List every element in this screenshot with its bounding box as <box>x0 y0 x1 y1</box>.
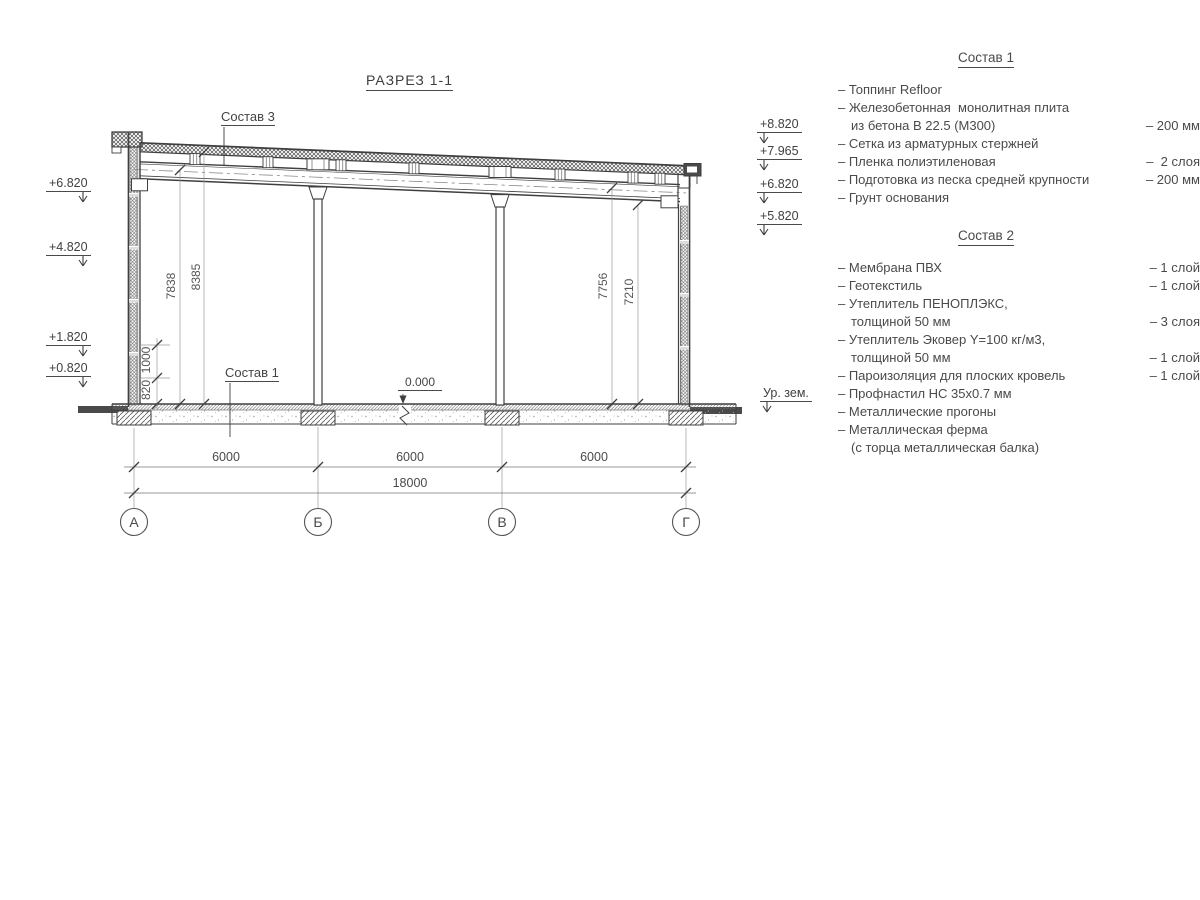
comp-item: – Подготовка из песка средней крупности – 200 мм <box>838 172 1200 187</box>
axis-label-v: В <box>497 514 507 530</box>
dim-7210: 7210 <box>622 278 636 306</box>
dim-820: 820 <box>139 379 153 401</box>
dim-span-3: 6000 <box>580 450 608 464</box>
comp-item: – Сетка из арматурных стержней <box>838 136 1039 151</box>
comp-item: – Металлическая ферма <box>838 422 988 437</box>
zero-level-arrow <box>400 396 407 405</box>
dim-7838: 7838 <box>164 272 178 300</box>
composition-2 <box>838 228 1200 457</box>
comp-item: – Профнастил НС 35х0.7 мм <box>838 386 1012 401</box>
level-arrow-icon <box>77 255 89 268</box>
comp-item: (с торца металлическая балка) <box>851 440 1040 455</box>
comp-item: – Железобетонная монолитная плита <box>838 100 1070 115</box>
left-wall <box>112 132 142 407</box>
elevation-mark-right-3: +5.820 <box>757 209 802 225</box>
dim-1000: 1000 <box>139 346 153 374</box>
dim-total: 18000 <box>392 476 428 490</box>
composition-2-title: Состав 2 <box>838 228 1200 246</box>
axis-label-b: Б <box>313 514 323 530</box>
comp-item: – Пароизоляция для плоских кровель – 1 слой <box>838 368 1200 383</box>
zero-level-label: 0.000 <box>398 375 442 391</box>
right-wall <box>678 176 691 407</box>
axis-bubbles <box>121 509 700 536</box>
level-arrow-icon <box>758 224 770 237</box>
level-arrow-icon <box>77 376 89 389</box>
comp-item: – Пленка полиэтиленовая – 2 слоя <box>838 154 1200 169</box>
dim-8385: 8385 <box>189 263 203 291</box>
comp-item: – Металлические прогоны <box>838 404 997 419</box>
elevation-mark-left-2: +1.820 <box>46 330 91 346</box>
ground-level-mark: Ур. зем. <box>760 386 812 402</box>
column-v <box>491 195 509 405</box>
level-arrow-icon <box>77 191 89 204</box>
dim-7756: 7756 <box>596 272 610 300</box>
comp-item: из бетона В 22.5 (М300) – 200 мм <box>851 118 1200 133</box>
vertical-dim-lines <box>140 152 638 409</box>
elevation-mark-right-2: +6.820 <box>757 177 802 193</box>
comp-item: – Топпинг Refloor <box>838 82 942 97</box>
dimension-rows <box>124 427 696 508</box>
elevation-mark-left-1: +4.820 <box>46 240 91 256</box>
comp-item: – Утеплитель Эковер Y=100 кг/м3, <box>838 332 1046 347</box>
floor-slab <box>112 404 736 425</box>
level-arrow-icon <box>758 159 770 172</box>
sostav1-callout: Состав 1 <box>225 365 279 380</box>
level-arrow-icon <box>758 192 770 205</box>
elevation-mark-right-0: +8.820 <box>757 117 802 133</box>
axis-label-a: А <box>129 514 139 530</box>
level-arrow-icon <box>761 401 773 414</box>
dim-span-2: 6000 <box>396 450 424 464</box>
comp-item: – Мембрана ПВХ – 1 слой <box>838 260 1200 275</box>
axis-label-g: Г <box>682 514 690 530</box>
drawing-title: РАЗРЕЗ 1-1 <box>366 72 453 91</box>
sostav3-callout: Состав 3 <box>221 109 275 124</box>
composition-1-title: Состав 1 <box>838 50 1200 68</box>
comp-item: толщиной 50 мм – 3 слоя <box>851 314 1200 329</box>
composition-1 <box>838 50 1200 207</box>
comp-item: толщиной 50 мм – 1 слой <box>851 350 1200 365</box>
comp-item: – Утеплитель ПЕНОПЛЭКС, <box>838 296 1008 311</box>
elevation-mark-left-0: +6.820 <box>46 176 91 192</box>
elevation-mark-left-3: +0.820 <box>46 361 91 377</box>
comp-item: – Геотекстиль – 1 слой <box>838 278 1200 293</box>
column-b <box>309 187 327 405</box>
comp-item: – Грунт основания <box>838 190 950 205</box>
elevation-mark-right-1: +7.965 <box>757 144 802 160</box>
dim-span-1: 6000 <box>212 450 240 464</box>
level-arrow-icon <box>77 345 89 358</box>
